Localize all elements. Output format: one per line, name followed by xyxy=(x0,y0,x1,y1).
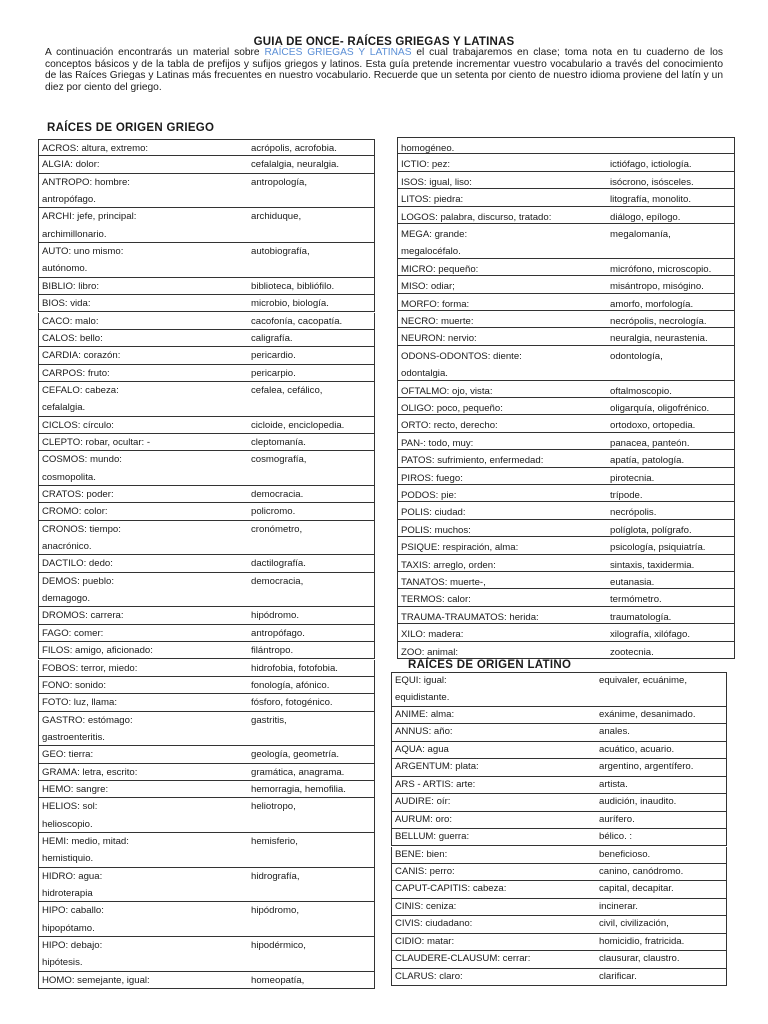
root-cell: ODONS-ODONTOS: diente: xyxy=(401,350,522,362)
root-cell: CACO: malo: xyxy=(42,315,99,327)
example-cell: isócrono, isósceles. xyxy=(610,176,694,188)
table-row xyxy=(397,172,735,189)
table-row xyxy=(397,294,735,311)
example-cell: beneficioso. xyxy=(599,848,651,860)
example-cell: argentino, argentífero. xyxy=(599,761,694,773)
example-cell: misántropo, misógino. xyxy=(610,281,704,293)
example-cell: capital, decapitar. xyxy=(599,883,674,895)
table-row xyxy=(397,398,735,415)
root-cell: CARPOS: fruto: xyxy=(42,367,110,379)
root-cell: BELLUM: guerra: xyxy=(395,831,470,843)
continuation-text: hemistiquio. xyxy=(42,853,94,865)
root-cell: ZOO: animal: xyxy=(401,646,459,658)
root-cell: HOMO: semejante, igual: xyxy=(42,974,150,986)
table-row xyxy=(38,174,375,209)
example-cell: oftalmoscopio. xyxy=(610,385,672,397)
table-row xyxy=(397,520,735,537)
table-row xyxy=(397,311,735,328)
root-cell: ALGIA: dolor: xyxy=(42,159,100,171)
root-cell: ORTO: recto, derecho: xyxy=(401,420,498,432)
root-cell: GEO: tierra: xyxy=(42,749,94,761)
root-cell: CALOS: bello: xyxy=(42,332,103,344)
root-cell: homogéneo. xyxy=(401,143,455,154)
example-cell: antropología, xyxy=(251,176,308,188)
table-row xyxy=(38,347,375,364)
table-row xyxy=(397,415,735,432)
table-row xyxy=(38,937,375,972)
example-cell: hidrografía, xyxy=(251,870,300,882)
example-cell: canino, canódromo. xyxy=(599,865,684,877)
table-row xyxy=(38,555,375,572)
table-row xyxy=(397,502,735,519)
table-row xyxy=(38,764,375,781)
continuation-text: cosmopolita. xyxy=(42,471,96,483)
example-cell: democracia. xyxy=(251,489,304,500)
table-row xyxy=(38,694,375,711)
example-cell: microbio, biología. xyxy=(251,298,329,310)
root-cell: EQUI: igual: xyxy=(395,675,447,686)
example-cell: hipódromo, xyxy=(251,905,299,917)
table-row xyxy=(38,243,375,278)
example-cell: heliotropo, xyxy=(251,801,296,813)
root-cell: OLIGO: poco, pequeño: xyxy=(401,403,503,414)
root-cell: FOBOS: terror, miedo: xyxy=(42,662,138,674)
continuation-text: autónomo. xyxy=(42,263,88,275)
latin-section-heading: RAÍCES DE ORIGEN LATINO xyxy=(408,659,572,671)
example-cell: homicidio, fratricida. xyxy=(599,935,685,947)
root-cell: XILO: madera: xyxy=(401,629,464,641)
example-cell: ortodoxo, ortopedia. xyxy=(610,420,696,432)
root-cell: LITOS: piedra: xyxy=(401,194,464,206)
root-cell: CRATOS: poder: xyxy=(42,489,114,500)
table-row xyxy=(38,902,375,937)
example-cell: archiduque, xyxy=(251,211,302,223)
example-cell: neuralgia, neurastenia. xyxy=(610,333,708,345)
example-cell: acrópolis, acrofobia. xyxy=(251,143,337,154)
table-row xyxy=(38,677,375,694)
table-row xyxy=(391,934,727,951)
example-cell: odontología, xyxy=(610,350,663,362)
example-cell: geología, geometría. xyxy=(251,749,340,761)
table-row xyxy=(38,503,375,520)
example-cell: amorfo, morfología. xyxy=(610,298,694,310)
example-cell: hipódromo. xyxy=(251,610,299,622)
example-cell: ictiófago, ictiología. xyxy=(610,159,692,171)
root-cell: CAPUT-CAPITIS: cabeza: xyxy=(395,883,507,895)
example-cell: zootecnia. xyxy=(610,646,654,658)
example-cell: litografía, monolito. xyxy=(610,194,692,206)
example-cell: democracia, xyxy=(251,575,304,587)
root-cell: CLAUDERE-CLAUSUM: cerrar: xyxy=(395,953,531,965)
table-row xyxy=(397,624,735,641)
table-row xyxy=(38,313,375,330)
root-cell: HEMI: medio, mitad: xyxy=(42,836,129,847)
table-row xyxy=(397,381,735,398)
table-row xyxy=(38,660,375,677)
table-row xyxy=(391,916,727,933)
example-cell: civil, civilización, xyxy=(599,918,669,930)
table-row xyxy=(391,672,727,707)
intro-text-before: A continuación encontrarás un material sobre xyxy=(45,47,265,58)
continuation-text: helioscopio. xyxy=(42,818,93,830)
example-cell: trípode. xyxy=(610,490,643,501)
root-cell: ACROS: altura, extremo: xyxy=(42,143,149,154)
table-row xyxy=(397,224,735,259)
greek-section-heading: RAÍCES DE ORIGEN GRIEGO xyxy=(47,122,215,134)
root-cell: ANTROPO: hombre: xyxy=(42,176,130,188)
example-cell: traumatología. xyxy=(610,611,672,623)
root-cell: BIBLIO: libro: xyxy=(42,280,100,292)
root-cell: ANNUS: año: xyxy=(395,726,453,738)
root-cell: AURUM: oro: xyxy=(395,813,453,825)
continuation-text: anacrónico. xyxy=(42,541,92,553)
root-cell: FONO: sonido: xyxy=(42,679,106,691)
example-cell: aurífero. xyxy=(599,813,635,825)
example-cell: cronómetro, xyxy=(251,523,303,535)
example-cell: autobiografía, xyxy=(251,246,310,258)
example-cell: fósforo, fotogénico. xyxy=(251,697,333,709)
table-row xyxy=(397,485,735,502)
page-title: GUIA DE ONCE- RAÍCES GRIEGAS Y LATINAS xyxy=(253,36,515,48)
table-row xyxy=(38,434,375,451)
root-cell: MORFO: forma: xyxy=(401,298,470,310)
root-cell: FILOS: amigo, aficionado: xyxy=(42,645,153,657)
root-cell: FAGO: comer: xyxy=(42,627,104,639)
continuation-text: hidroterapia xyxy=(42,888,93,900)
root-cell: DACTILO: dedo: xyxy=(42,558,113,570)
table-row xyxy=(38,573,375,608)
example-cell: equivaler, ecuánime, xyxy=(599,675,687,686)
root-cell: BENE: bien: xyxy=(395,848,448,860)
example-cell: diálogo, epílogo. xyxy=(610,211,681,223)
example-cell: necrópolis. xyxy=(610,507,657,519)
example-cell: pericarpio. xyxy=(251,367,296,379)
intro-text-after: el cual trabajaremos en clase; toma nota en tu cuaderno de los conceptos básicos y de la tabla de prefijos y sufijos griegos y latinos. Esta guía pretende incrementar vuestro vocabulario a través del conocimiento de las Raíces Griegas y Latinas más frecuentes en nuestro vocabulario. Recuerde que un setenta por ciento de nuestro idioma proviene del latín y un diez por ciento del griego. xyxy=(45,47,723,93)
table-row xyxy=(391,759,727,776)
example-cell: gramática, anagrama. xyxy=(251,766,345,778)
example-cell: clausurar, claustro. xyxy=(599,953,680,965)
root-cell: AUDIRE: oír: xyxy=(395,796,451,808)
continuation-text: odontalgia. xyxy=(401,368,448,380)
example-cell: políglota, polígrafo. xyxy=(610,524,692,536)
example-cell: cefalalgia, neuralgia. xyxy=(251,159,340,171)
table-row xyxy=(397,642,735,659)
example-cell: psicología, psiquiatría. xyxy=(610,542,706,554)
root-cell: CRONOS: tiempo: xyxy=(42,523,121,535)
example-cell: cacofonía, cacopatía. xyxy=(251,315,343,327)
root-cell: OFTALMO: ojo, vista: xyxy=(401,385,493,397)
table-row xyxy=(397,276,735,293)
root-cell: ARGENTUM: plata: xyxy=(395,761,479,773)
table-row xyxy=(38,625,375,642)
example-cell: pericardio. xyxy=(251,350,296,362)
table-row xyxy=(38,382,375,417)
root-cell: ARCHI: jefe, principal: xyxy=(42,211,137,223)
root-cell: CINIS: ceniza: xyxy=(395,900,457,912)
continuation-text: demagogo. xyxy=(42,593,91,605)
root-cell: TERMOS: calor: xyxy=(401,594,471,606)
root-cell: ANIME: alma: xyxy=(395,708,455,720)
root-cell: NECRO: muerte: xyxy=(401,316,474,327)
continuation-text: hipopótamo. xyxy=(42,922,95,934)
example-cell: homeopatía, xyxy=(251,974,305,986)
root-cell: PODOS: pie: xyxy=(401,490,457,501)
table-row xyxy=(38,746,375,763)
example-cell: incinerar. xyxy=(599,900,638,912)
root-cell: TRAUMA-TRAUMATOS: herida: xyxy=(401,611,539,623)
root-cell: PAN-: todo, muy: xyxy=(401,437,474,449)
example-cell: pirotecnia. xyxy=(610,472,655,484)
root-cell: BIOS: vida: xyxy=(42,298,91,310)
table-row xyxy=(397,259,735,276)
table-row xyxy=(38,712,375,747)
root-cell: DROMOS: carrera: xyxy=(42,610,124,622)
table-row xyxy=(38,330,375,347)
table-row xyxy=(391,951,727,968)
root-cell: HIPO: caballo: xyxy=(42,905,104,917)
root-cell: DEMOS: pueblo: xyxy=(42,575,114,587)
example-cell: hemisferio, xyxy=(251,836,298,847)
example-cell: sintaxis, taxidermia. xyxy=(610,559,695,571)
example-cell: antropófago. xyxy=(251,627,305,639)
root-cell: CLEPTO: robar, ocultar: - xyxy=(42,436,151,448)
example-cell: megalomanía, xyxy=(610,229,671,240)
table-row xyxy=(38,868,375,903)
root-cell: LOGOS: palabra, discurso, tratado: xyxy=(401,211,552,223)
table-row xyxy=(391,707,727,724)
table-row xyxy=(38,833,375,868)
root-cell: AQUA: agua xyxy=(395,743,449,755)
example-cell: xilografía, xilófago. xyxy=(610,629,690,641)
root-cell: POLIS: muchos: xyxy=(401,524,471,536)
root-cell: CROMO: color: xyxy=(42,506,108,518)
example-cell: biblioteca, bibliófilo. xyxy=(251,280,335,292)
root-cell: CIDIO: matar: xyxy=(395,935,455,947)
root-cell: ARS - ARTIS: arte: xyxy=(395,778,476,790)
table-row xyxy=(38,451,375,486)
example-cell: termómetro. xyxy=(610,594,662,606)
example-cell: filántropo. xyxy=(251,645,294,657)
continuation-text: hipótesis. xyxy=(42,957,83,969)
root-cell: MEGA: grande: xyxy=(401,229,468,240)
table-row xyxy=(397,137,735,154)
example-cell: audición, inaudito. xyxy=(599,796,677,808)
root-cell: HIDRO: agua: xyxy=(42,870,103,882)
table-row xyxy=(397,154,735,171)
table-row xyxy=(38,798,375,833)
table-row xyxy=(391,724,727,741)
root-cell: HEMO: sangre: xyxy=(42,783,109,795)
example-cell: exánime, desanimado. xyxy=(599,708,696,720)
table-row xyxy=(391,812,727,829)
example-cell: hidrofobia, fotofobia. xyxy=(251,662,338,674)
table-row xyxy=(38,139,375,156)
continuation-text: archimillonario. xyxy=(42,228,107,240)
example-cell: gastritis, xyxy=(251,714,287,726)
example-cell: oligarquía, oligofrénico. xyxy=(610,403,710,414)
root-cell: GASTRO: estómago: xyxy=(42,714,133,726)
root-cell: CIVIS: ciudadano: xyxy=(395,918,473,930)
example-cell: cicloide, enciclopedia. xyxy=(251,419,345,431)
table-row xyxy=(38,365,375,382)
root-cell: PIROS: fuego: xyxy=(401,472,463,484)
example-cell: acuático, acuario. xyxy=(599,743,675,755)
table-row xyxy=(397,607,735,624)
example-cell: bélico. : xyxy=(599,831,633,843)
root-cell: ISOS: igual, liso: xyxy=(401,176,472,188)
example-cell: cosmografía, xyxy=(251,454,307,466)
intro-highlight: RAÍCES GRIEGAS Y LATINAS xyxy=(264,47,412,58)
table-row xyxy=(397,468,735,485)
table-row xyxy=(391,899,727,916)
example-cell: necrópolis, necrología. xyxy=(610,316,707,327)
example-cell: dactilografía. xyxy=(251,558,306,570)
table-row xyxy=(397,328,735,345)
root-cell: AUTO: uno mismo: xyxy=(42,246,124,258)
table-row xyxy=(391,969,727,986)
example-cell: clarificar. xyxy=(599,970,637,982)
table-row xyxy=(38,607,375,624)
root-cell: CEFALO: cabeza: xyxy=(42,384,119,396)
table-row xyxy=(397,346,735,381)
table-row xyxy=(391,881,727,898)
root-cell: CARDIA: corazón: xyxy=(42,350,121,362)
root-cell: TAXIS: arreglo, orden: xyxy=(401,559,496,571)
table-row xyxy=(391,864,727,881)
example-cell: policromo. xyxy=(251,506,296,518)
root-cell: CICLOS: círculo: xyxy=(42,419,114,431)
table-row xyxy=(38,208,375,243)
example-cell: fonología, afónico. xyxy=(251,679,330,691)
root-cell: NEURON: nervio: xyxy=(401,333,477,345)
example-cell: caligrafía. xyxy=(251,332,293,344)
continuation-text: antropófago. xyxy=(42,194,96,206)
example-cell: apatía, patología. xyxy=(610,455,685,467)
table-row xyxy=(38,521,375,556)
table-row xyxy=(397,537,735,554)
example-cell: micrófono, microscopio. xyxy=(610,263,712,275)
root-cell: PATOS: sufrimiento, enfermedad: xyxy=(401,455,544,467)
table-row xyxy=(38,486,375,503)
root-cell: FOTO: luz, llama: xyxy=(42,697,117,709)
root-cell: PSIQUE: respiración, alma: xyxy=(401,542,519,554)
root-cell: POLIS: ciudad: xyxy=(401,507,466,519)
root-cell: COSMOS: mundo: xyxy=(42,454,122,466)
table-row xyxy=(391,742,727,759)
example-cell: cefalea, cefálico, xyxy=(251,384,323,396)
table-row xyxy=(391,847,727,864)
table-row xyxy=(391,777,727,794)
root-cell: HELIOS: sol: xyxy=(42,801,98,813)
example-cell: eutanasia. xyxy=(610,577,655,588)
continuation-text: cefalalgia. xyxy=(42,402,86,414)
table-row xyxy=(397,189,735,206)
table-row xyxy=(397,555,735,572)
continuation-text: megalocéfalo. xyxy=(401,246,461,258)
intro-paragraph xyxy=(45,47,723,93)
table-row xyxy=(397,207,735,224)
table-row xyxy=(38,972,375,989)
table-row xyxy=(397,572,735,589)
example-cell: hemorragia, hemofilia. xyxy=(251,783,346,795)
table-row xyxy=(38,781,375,798)
table-row xyxy=(38,295,375,312)
example-cell: anales. xyxy=(599,726,630,738)
table-row xyxy=(397,589,735,606)
table-row xyxy=(391,794,727,811)
table-row xyxy=(391,829,727,846)
example-cell: cleptomanía. xyxy=(251,436,306,448)
root-cell: ICTIO: pez: xyxy=(401,159,451,171)
example-cell: panacea, panteón. xyxy=(610,437,690,449)
continuation-text: equidistante. xyxy=(395,692,450,704)
root-cell: HIPO: debajo: xyxy=(42,940,103,952)
root-cell: CLARUS: claro: xyxy=(395,970,463,982)
table-row xyxy=(38,156,375,173)
example-cell: hipodérmico, xyxy=(251,940,306,952)
root-cell: MICRO: pequeño: xyxy=(401,263,479,275)
root-cell: MISO: odiar; xyxy=(401,281,455,293)
table-row xyxy=(38,278,375,295)
table-row xyxy=(38,642,375,659)
table-row xyxy=(397,433,735,450)
root-cell: GRAMA: letra, escrito: xyxy=(42,766,138,778)
root-cell: TANATOS: muerte-, xyxy=(401,577,486,588)
example-cell: artista. xyxy=(599,778,628,790)
table-row xyxy=(397,450,735,467)
continuation-text: gastroenteritis. xyxy=(42,731,105,743)
table-row xyxy=(38,417,375,434)
root-cell: CANIS: perro: xyxy=(395,865,455,877)
